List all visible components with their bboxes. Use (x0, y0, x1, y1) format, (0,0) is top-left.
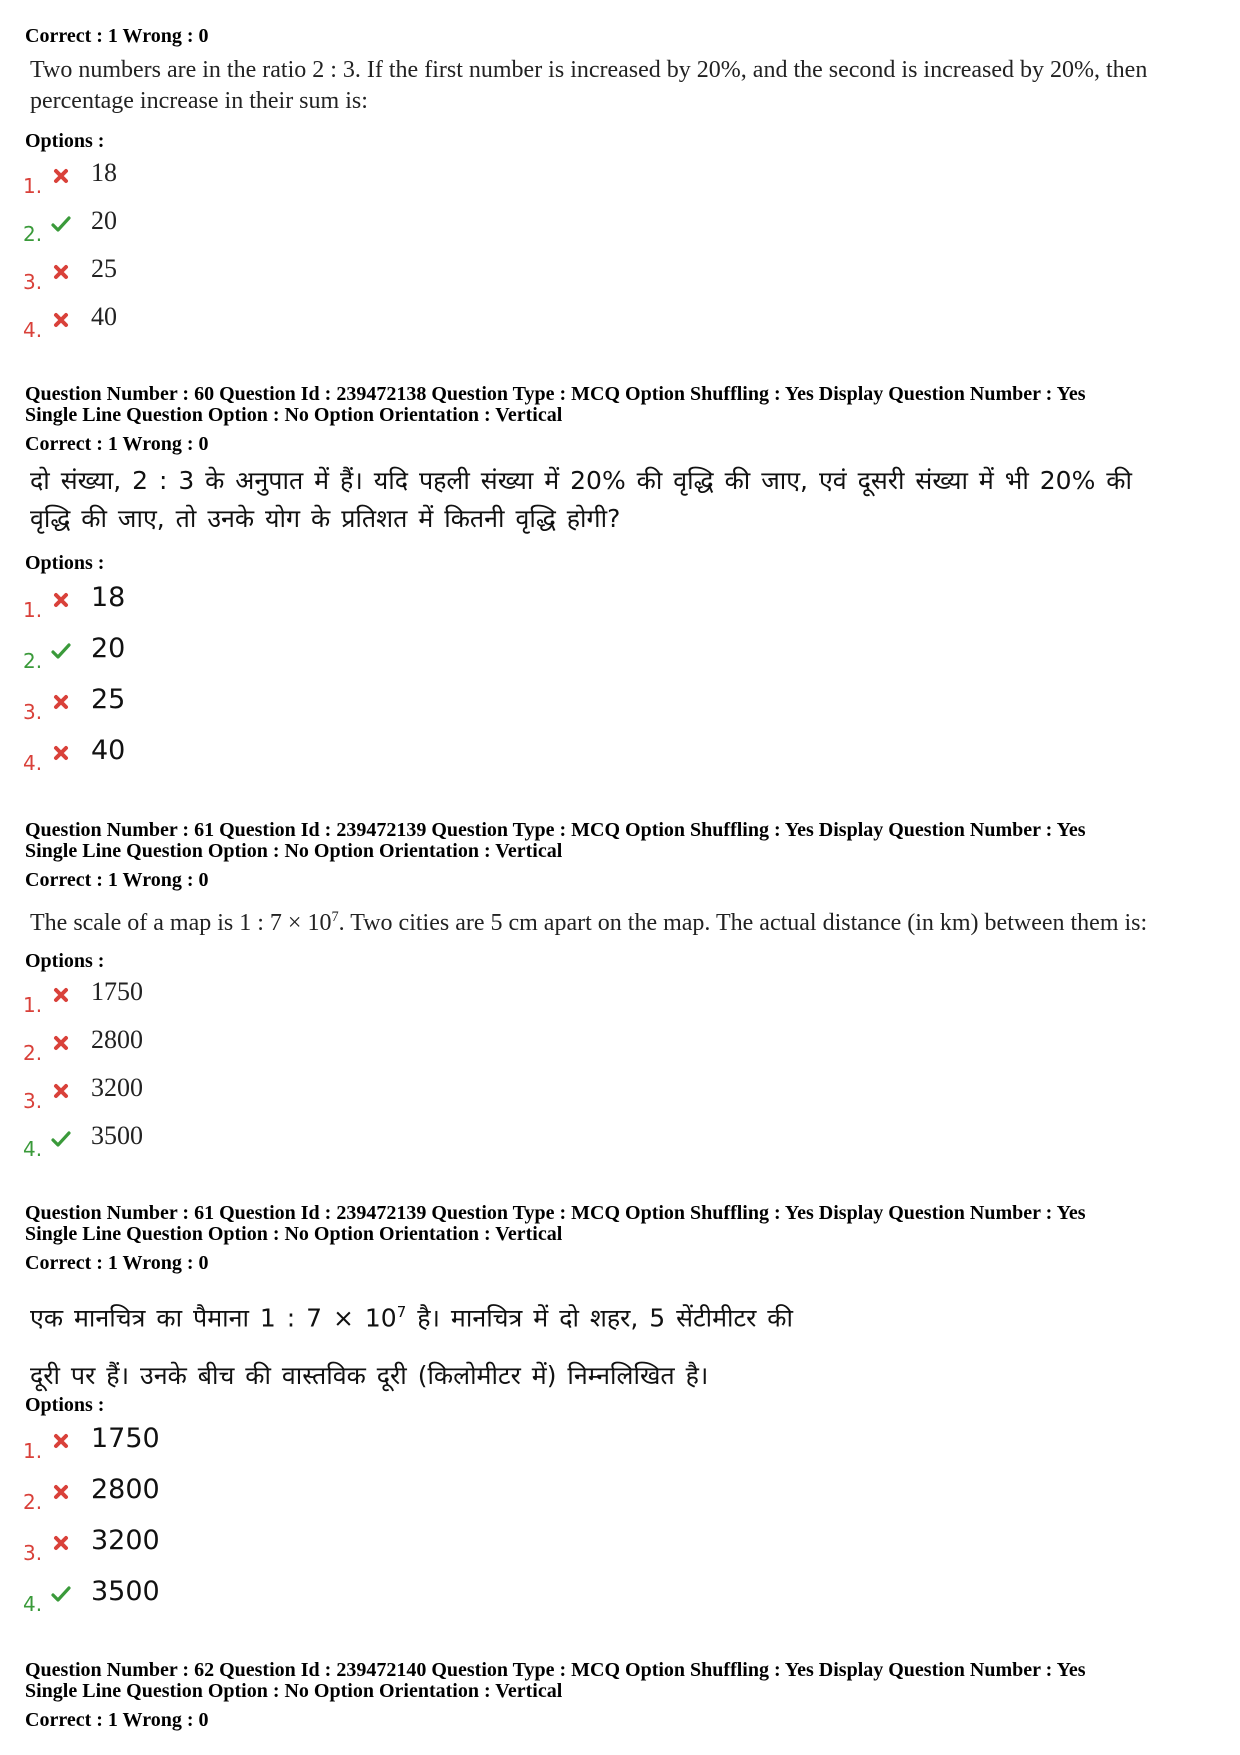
question-header: Question Number : 62 Question Id : 239472140 Question Type : MCQ Option Shuffling : Yes Display Question Number : Yes (25, 1659, 1086, 1681)
option-number: 3. (23, 270, 43, 294)
option-row (23, 158, 423, 202)
option-number: 1. (23, 598, 43, 622)
option-value: 20 (91, 206, 117, 235)
option-number: 2. (23, 649, 43, 673)
option-number: 1. (23, 993, 43, 1017)
correct-wrong-summary: Correct : 1 Wrong : 0 (25, 1252, 209, 1274)
check-mark-icon (51, 214, 71, 234)
question-header-line2: Single Line Question Option : No Option Orientation : Vertical (25, 404, 563, 426)
option-row (23, 1576, 423, 1620)
exponent: 7 (396, 1303, 407, 1321)
cross-mark-icon (51, 985, 71, 1005)
question-text-line: वृद्धि की जाए, तो उनके योग के प्रतिशत में कितनी वृद्धि होगी? (30, 504, 621, 533)
cross-mark-icon (51, 310, 71, 330)
question-text-line: दूरी पर हैं। उनके बीच की वास्तविक दूरी (किलोमीटर में) निम्नलिखित है। (30, 1361, 709, 1391)
question-text-part: एक मानचित्र का पैमाना 1 : 7 × 10 (30, 1303, 397, 1333)
option-row (23, 1423, 423, 1467)
option-value: 25 (91, 684, 126, 715)
question-header-line2: Single Line Question Option : No Option Orientation : Vertical (25, 1223, 563, 1245)
option-row (23, 254, 423, 298)
question-text-line: दो संख्या, 2 : 3 के अनुपात में हैं। यदि पहली संख्या में 20% की वृद्धि की जाए, एवं दूसरी संख्या में भी 20% की (30, 466, 1132, 495)
option-value: 3200 (91, 1525, 160, 1556)
option-number: 1. (23, 1439, 43, 1463)
question-text-part: है। मानचित्र में दो शहर, 5 सेंटीमीटर की (406, 1303, 793, 1333)
option-row (23, 302, 423, 346)
option-number: 1. (23, 174, 43, 198)
option-row (23, 977, 423, 1021)
question-text (30, 1283, 793, 1405)
option-row (23, 633, 423, 677)
cross-mark-icon (51, 262, 71, 282)
option-value: 40 (91, 735, 126, 766)
option-value: 3500 (91, 1576, 160, 1607)
options-label: Options : (25, 552, 105, 574)
option-value: 40 (91, 302, 117, 331)
options-label: Options : (25, 130, 105, 152)
correct-wrong-summary: Correct : 1 Wrong : 0 (25, 25, 209, 47)
option-number: 4. (23, 318, 43, 342)
check-mark-icon (51, 641, 71, 661)
question-header-line2: Single Line Question Option : No Option Orientation : Vertical (25, 1680, 563, 1702)
cross-mark-icon (51, 1482, 71, 1502)
option-row (23, 735, 423, 779)
question-text-line (30, 1283, 793, 1347)
correct-wrong-summary: Correct : 1 Wrong : 0 (25, 433, 209, 455)
option-row (23, 1474, 423, 1518)
option-value: 25 (91, 254, 117, 283)
cross-mark-icon (51, 692, 71, 712)
option-value: 1750 (91, 977, 143, 1006)
correct-wrong-summary: Correct : 1 Wrong : 0 (25, 869, 209, 891)
option-number: 4. (23, 751, 43, 775)
options-label: Options : (25, 950, 105, 972)
option-row (23, 1073, 423, 1117)
correct-wrong-summary: Correct : 1 Wrong : 0 (25, 1709, 209, 1731)
question-header: Question Number : 60 Question Id : 239472138 Question Type : MCQ Option Shuffling : Yes Display Question Number : Yes (25, 383, 1086, 405)
option-value: 2800 (91, 1025, 143, 1054)
cross-mark-icon (51, 743, 71, 763)
question-text (30, 902, 1147, 939)
question-text (30, 462, 1132, 538)
option-number: 3. (23, 1089, 43, 1113)
question-text (30, 55, 1147, 117)
cross-mark-icon (51, 590, 71, 610)
question-text-part: The scale of a map is 1 : 7 × 10 (30, 910, 332, 936)
option-row (23, 1025, 423, 1069)
option-value: 2800 (91, 1474, 160, 1505)
check-mark-icon (51, 1584, 71, 1604)
option-row (23, 582, 423, 626)
option-row (23, 1121, 423, 1165)
cross-mark-icon (51, 1081, 71, 1101)
option-value: 1750 (91, 1423, 160, 1454)
question-text-line: percentage increase in their sum is: (30, 88, 368, 114)
option-row (23, 206, 423, 250)
option-number: 3. (23, 1541, 43, 1565)
option-value: 20 (91, 633, 126, 664)
question-text-part: . Two cities are 5 cm apart on the map. The actual distance (in km) between them is: (338, 910, 1148, 936)
option-number: 3. (23, 700, 43, 724)
question-text-line: Two numbers are in the ratio 2 : 3. If the first number is increased by 20%, and the second is increased by 20%, then (30, 57, 1148, 83)
option-number: 2. (23, 1490, 43, 1514)
option-value: 18 (91, 582, 126, 613)
option-value: 3500 (91, 1121, 143, 1150)
exponent: 7 (331, 909, 339, 925)
option-value: 18 (91, 158, 117, 187)
check-mark-icon (51, 1129, 71, 1149)
question-header-line2: Single Line Question Option : No Option Orientation : Vertical (25, 840, 563, 862)
cross-mark-icon (51, 166, 71, 186)
option-number: 2. (23, 222, 43, 246)
option-number: 2. (23, 1041, 43, 1065)
cross-mark-icon (51, 1533, 71, 1553)
option-row (23, 1525, 423, 1569)
options-label: Options : (25, 1394, 105, 1416)
cross-mark-icon (51, 1033, 71, 1053)
option-value: 3200 (91, 1073, 143, 1102)
option-number: 4. (23, 1137, 43, 1161)
option-number: 4. (23, 1592, 43, 1616)
question-header: Question Number : 61 Question Id : 239472139 Question Type : MCQ Option Shuffling : Yes Display Question Number : Yes (25, 819, 1086, 841)
option-row (23, 684, 423, 728)
question-header: Question Number : 61 Question Id : 239472139 Question Type : MCQ Option Shuffling : Yes Display Question Number : Yes (25, 1202, 1086, 1224)
cross-mark-icon (51, 1431, 71, 1451)
